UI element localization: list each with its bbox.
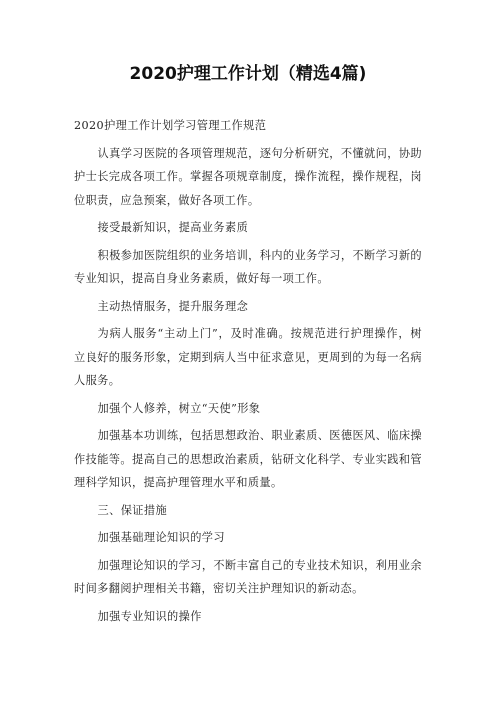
sub-heading: 加强基础理论知识的学习 (97, 531, 225, 544)
body-paragraph: 为病人服务“主动上门”，及时准确。按规范进行护理操作，树立良好的服务形象，定期到病人当中征求意见，更周到的为每一名病人服务。 (74, 327, 422, 387)
document-title: 2020护理工作计划（精选4篇) (129, 64, 367, 84)
body-paragraph: 积极参加医院组织的业务培训，科内的业务学习，不断学习新的专业知识，提高自身业务素质，做好每一项工作。 (74, 248, 422, 285)
sub-heading: 接受最新知识，提高业务素质 (97, 221, 249, 234)
section-heading: 三、保证措施 (97, 503, 168, 517)
sub-heading: 加强个人修养，树立“天使”形象 (97, 401, 261, 415)
sub-heading: 加强专业知识的操作 (97, 609, 202, 623)
body-paragraph: 加强理论知识的学习，不断丰富自己的专业技术知识，利用业余时间多翻阅护理相关书籍，密切关注护理知识的新动态。 (74, 558, 422, 595)
body-paragraph: 加强基本功训练，包括思想政治、职业素质、医德医风、临床操作技能等。提高自己的思想政治素质，钻研文化科学、专业实践和管理科学知识，提高护理管理水平和质量。 (74, 429, 422, 489)
sub-heading: 主动热情服务，提升服务理念 (97, 299, 249, 313)
body-paragraph: 认真学习医院的各项管理规范，逐句分析研究，不懂就问，协助护士长完成各项工作。掌握各项规章制度，操作流程，操作规程，岗位职责，应急预案，做好各项工作。 (74, 146, 422, 207)
section-heading: 2020护理工作计划学习管理工作规范 (74, 119, 267, 132)
